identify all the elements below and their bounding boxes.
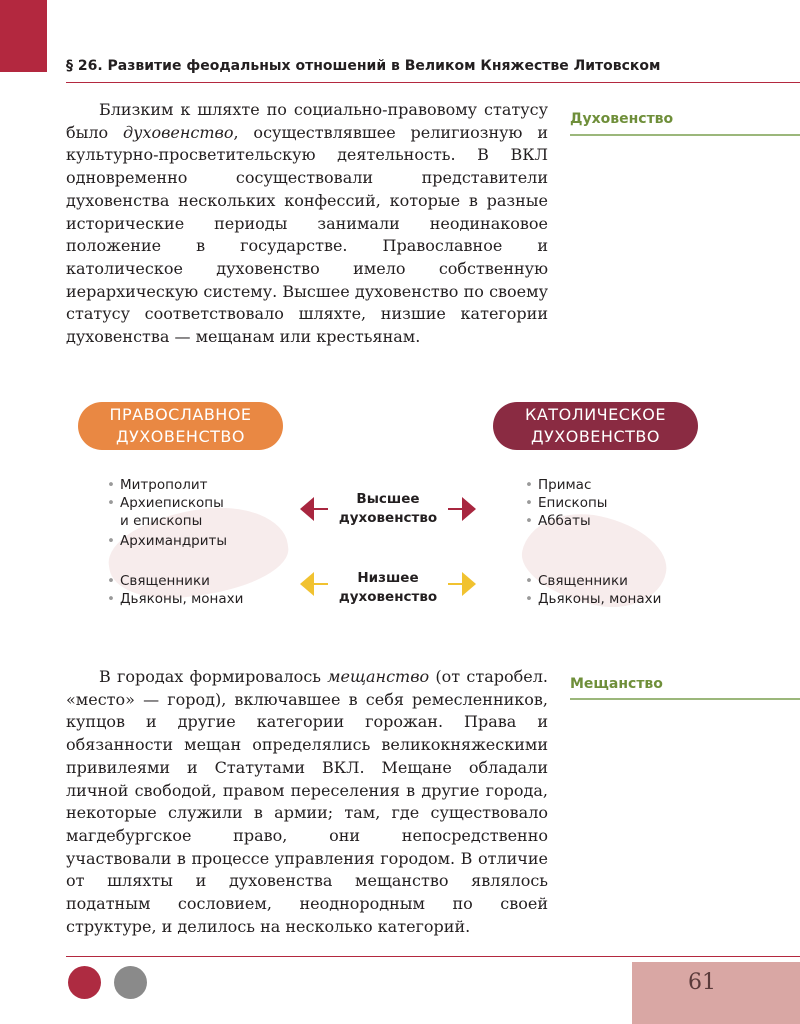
- decorative-dot: [68, 966, 101, 999]
- catholic-lower-list: [524, 572, 661, 608]
- list-item: • Аббаты: [524, 512, 607, 530]
- list-item: • Дьяконы, монахи: [524, 590, 661, 608]
- catholic-clergy-header: КАТОЛИЧЕСКОЕ ДУХОВЕНСТВО: [493, 402, 698, 450]
- list-item: • Митрополит: [106, 476, 227, 494]
- list-item: • Священники: [106, 572, 243, 590]
- margin-term-clergy: Духовенство: [570, 111, 674, 127]
- list-item: • Дьяконы, монахи: [106, 590, 243, 608]
- term-townspeople: мещанство: [327, 667, 430, 686]
- catholic-higher-list: [524, 476, 607, 530]
- term-clergy: духовенство: [123, 122, 234, 142]
- lower-clergy-label: Низшее духовенство: [338, 570, 438, 605]
- header-divider: [66, 82, 800, 83]
- margin-term-divider: [570, 134, 800, 136]
- section-title: § 26. Развитие феодальных отношений в Великом Княжестве Литовском: [66, 58, 661, 74]
- paragraph-text: , осуществлявшее религиозную и культурно-просветительскую деятельность. В ВКЛ одновременно сосуществовали представители духовенства нескольких конфессий, которые в разные исторические периоды занимали неодинаковое положение в государстве. Православное и католическое духовенство имело собственную иерархическую систему. Высшее духовенство по своему статусу соответствовало шляхте, низшие категории духовенства — мещанам или крестьянам.: [66, 122, 548, 347]
- footer-divider: [66, 956, 800, 957]
- list-item: • Архиепископы и епископы: [106, 494, 227, 530]
- paragraph-text: (от старобел. «место» — город), включавшее в себя ремесленников, купцов и другие категории горожан. Права и обязанности мещан определялись великокняжескими привилеями и Статутами ВКЛ. Мещане обладали личной свободой, правом переселения в другие города, некоторые служили в армии; там, где существовало магдебургское право, они непосредственно участвовали в процессе управления городом. В отличие от шляхты и духовенства мещанство являлось податным сословием, неоднородным по своей структуре, и делилось на несколько категорий.: [66, 667, 549, 936]
- list-item: • Примас: [524, 476, 607, 494]
- paragraph-clergy: [66, 99, 548, 349]
- list-item: • Священники: [524, 572, 661, 590]
- margin-term-townspeople: Мещанство: [570, 676, 663, 692]
- orthodox-clergy-header: ПРАВОСЛАВНОЕ ДУХОВЕНСТВО: [78, 402, 283, 450]
- higher-clergy-label: Высшее духовенство: [338, 491, 438, 526]
- page-number: 61: [688, 970, 716, 995]
- orthodox-lower-list: [106, 572, 243, 608]
- paragraph-text: В городах формировалось: [99, 667, 328, 686]
- list-item: • Архимандриты: [106, 532, 227, 550]
- list-item: • Епископы: [524, 494, 607, 512]
- page-number-box: [632, 962, 800, 1024]
- orthodox-higher-list: [106, 476, 227, 550]
- margin-term-divider: [570, 698, 800, 700]
- corner-accent-block: [0, 0, 47, 72]
- paragraph-townspeople: [66, 666, 548, 938]
- paragraph-text: Близким к шляхте по социально-правовому статусу было: [66, 100, 548, 142]
- decorative-dot: [114, 966, 147, 999]
